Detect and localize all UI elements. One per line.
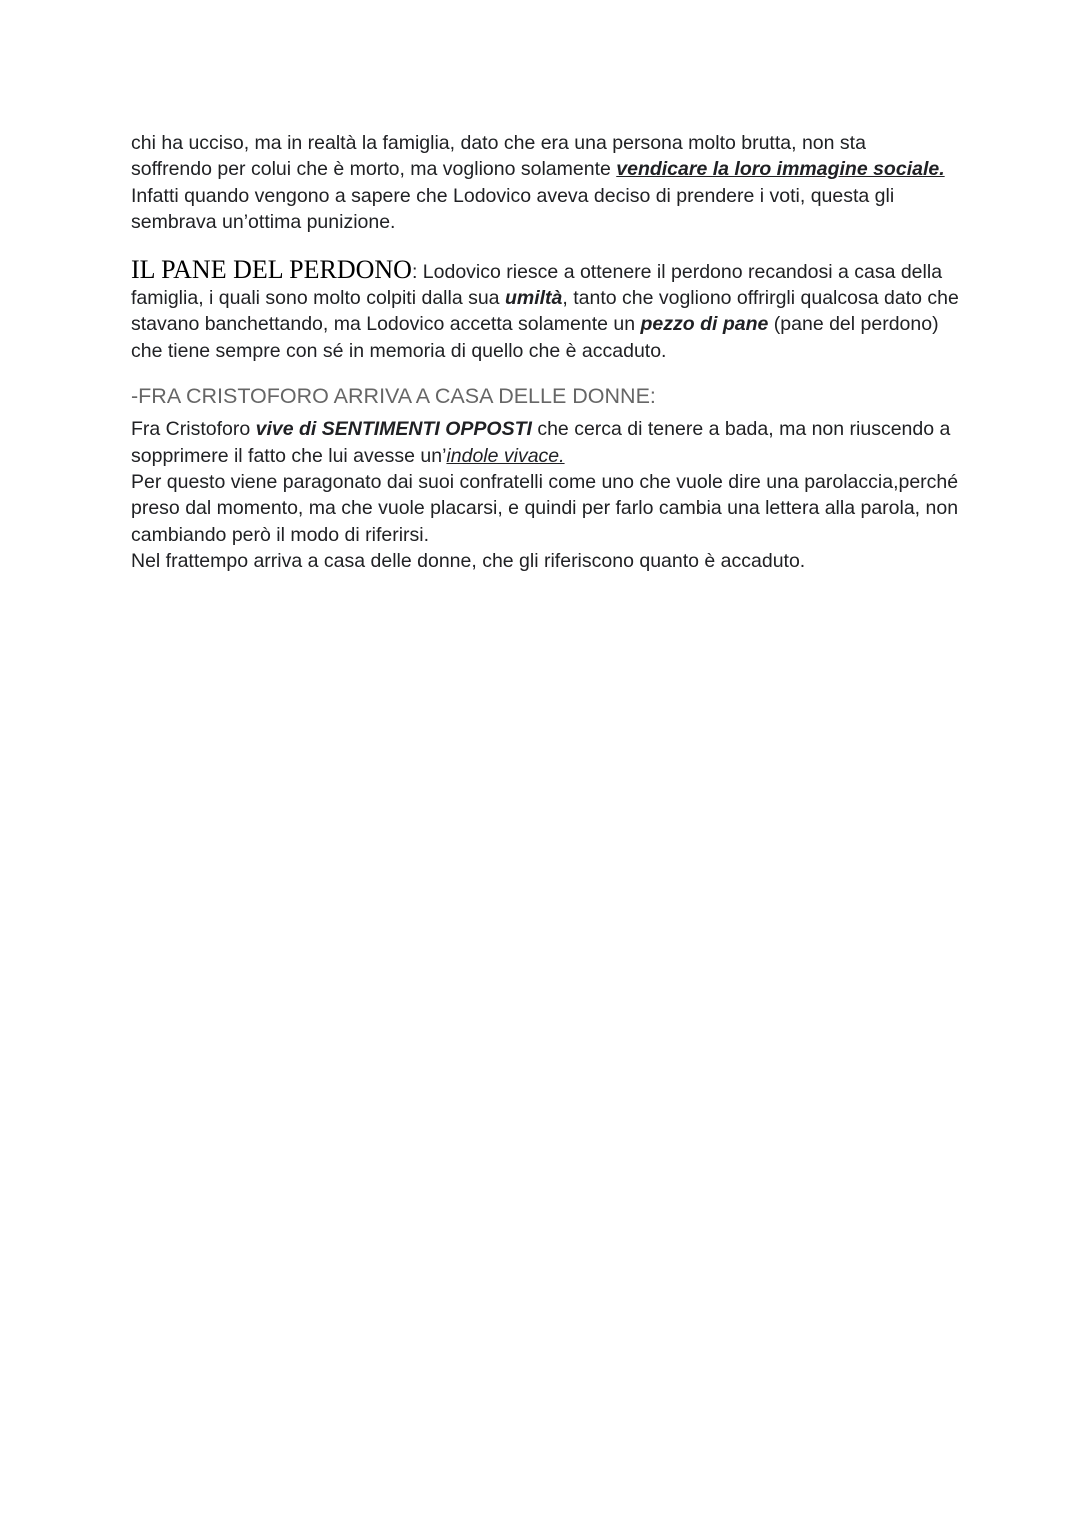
pane-text-2: , tanto che vogliono offrirgli qualcosa dato che stavano banchettando, ma Lodovico accetta solamente un xyxy=(131,287,959,336)
pane-text-3: (pane del perdono) che tiene sempre con sé in memoria di quello che è accaduto. xyxy=(131,313,939,362)
intro-line-1: chi ha ucciso, ma in realtà la famiglia, dato che era una persona molto brutta, non sta xyxy=(131,132,866,154)
cristoforo-text-1: Fra Cristoforo xyxy=(131,418,256,441)
intro-paragraph xyxy=(131,130,961,183)
cristoforo-paragraph xyxy=(131,416,961,574)
intro-line-2: soffrendo per colui che è morto, ma vogliono solamente xyxy=(131,158,617,181)
emphasis-vendicare: vendicare la loro immagine sociale. xyxy=(616,158,945,181)
pane-text-1: : Lodovico riesce a ottenere il perdono recandosi a casa della famiglia, i quali sono molto colpiti dalla sua xyxy=(131,260,943,310)
cristoforo-text-3: Per questo viene paragonato dai suoi confratelli come uno che vuole dire una parolaccia,perché preso dal momento, ma che vuole placarsi, e quindi per farlo cambia una lettera alla parola, non cambiando però il modo di riferirsi. xyxy=(131,471,959,546)
intro-paragraph-2 xyxy=(131,183,961,236)
cristoforo-heading: -FRA CRISTOFORO ARRIVA A CASA DELLE DONNE: xyxy=(131,384,656,409)
pane-paragraph xyxy=(131,254,961,365)
emphasis-umilta: umiltà xyxy=(504,287,563,310)
intro-line-3: Infatti quando vengono a sapere che Lodovico aveva deciso di prendere i voti, questa gli sembrava un’ottima punizione. xyxy=(131,184,895,234)
emphasis-indole-vivace: indole vivace. xyxy=(446,444,565,467)
document-page xyxy=(131,130,961,575)
pane-heading: IL PANE DEL PERDONO xyxy=(131,254,412,284)
cristoforo-text-2: che cerca di tenere a bada, ma non riuscendo a sopprimere il fatto che lui avesse un’ xyxy=(131,418,951,467)
cristoforo-text-4: Nel frattempo arriva a casa delle donne, che gli riferiscono quanto è accaduto. xyxy=(131,550,806,573)
emphasis-sentimenti-opposti: vive di SENTIMENTI OPPOSTI xyxy=(255,418,532,441)
emphasis-pezzo-di-pane: pezzo di pane xyxy=(640,313,769,336)
